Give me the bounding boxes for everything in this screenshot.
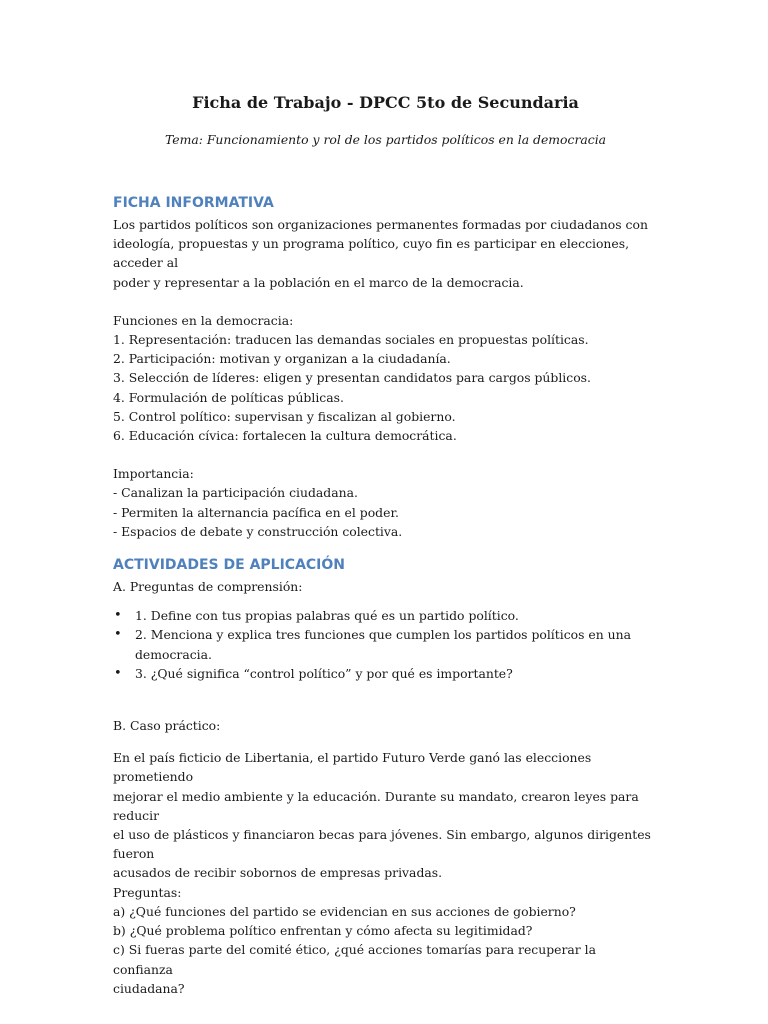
caso-pregunta: ciudadana? [113, 980, 185, 996]
importancia-item: - Permiten la alternancia pacífica en el poder. [113, 504, 399, 520]
spacer [113, 292, 658, 311]
bullet-icon: • [114, 608, 122, 624]
caso-line: el uso de plásticos y financiaron becas para jóvenes. Sin embargo, algunos dirigentes fueron [113, 827, 651, 862]
funciones-list [113, 311, 658, 445]
funcion-item: 4. Formulación de políticas públicas. [113, 389, 344, 405]
importancia-list [113, 464, 658, 541]
document-content [113, 90, 658, 998]
ficha-informativa-heading: FICHA INFORMATIVA [113, 195, 274, 211]
section-a-label: A. Preguntas de comprensión: [113, 579, 303, 595]
ficha-intro-paragraph [113, 215, 658, 292]
caso-line: mejorar el medio ambiente y la educación. Durante su mandato, crearon leyes para reducir [113, 788, 639, 823]
funciones-label: Funciones en la democracia: [113, 312, 294, 328]
caso-practico-paragraph [113, 748, 658, 998]
importancia-item: - Espacios de debate y construcción colectiva. [113, 523, 403, 539]
pregunta-item [113, 606, 658, 625]
importancia-item: - Canalizan la participación ciudadana. [113, 485, 358, 501]
pregunta-item [113, 664, 658, 683]
ficha-intro-line: ideología, propuestas y un programa político, cuyo fin es participar en elecciones, acceder al [113, 236, 630, 271]
funcion-item: 6. Educación cívica: fortalecen la cultura democrática. [113, 428, 457, 444]
caso-line: En el país ficticio de Libertania, el partido Futuro Verde ganó las elecciones prometiendo [113, 750, 592, 785]
preguntas-label: Preguntas: [113, 884, 182, 900]
caso-pregunta: a) ¿Qué funciones del partido se evidencian en sus acciones de gobierno? [113, 903, 576, 919]
preguntas-list [113, 606, 658, 683]
funcion-item: 3. Selección de líderes: eligen y presentan candidatos para cargos públicos. [113, 370, 591, 386]
ficha-intro-line: Los partidos políticos son organizaciones permanentes formadas por ciudadanos con [113, 217, 648, 232]
funcion-item: 5. Control político: supervisan y fiscalizan al gobierno. [113, 408, 456, 424]
section-b-label: B. Caso práctico: [113, 718, 221, 734]
pregunta-text: democracia. [135, 646, 212, 662]
pregunta-text: 2. Menciona y explica tres funciones que cumplen los partidos políticos en una [135, 627, 632, 643]
caso-line: acusados de recibir sobornos de empresas privadas. [113, 865, 443, 881]
document-subtitle: Tema: Funcionamiento y rol de los partidos políticos en la democracia [164, 132, 607, 147]
document-title: Ficha de Trabajo - DPCC 5to de Secundaria [192, 93, 579, 112]
pregunta-text: 3. ¿Qué significa “control político” y por qué es importante? [135, 665, 513, 681]
bullet-icon: • [114, 665, 122, 681]
spacer [113, 445, 658, 464]
caso-pregunta: b) ¿Qué problema político enfrentan y cómo afecta su legitimidad? [113, 923, 533, 939]
funcion-item: 1. Representación: traducen las demandas sociales en propuestas políticas. [113, 332, 589, 348]
pregunta-item [113, 625, 658, 663]
pregunta-text: 1. Define con tus propias palabras qué es un partido político. [135, 608, 519, 624]
caso-pregunta: c) Si fueras parte del comité ético, ¿qué acciones tomarías para recuperar la confianza [113, 942, 596, 977]
importancia-label: Importancia: [113, 466, 194, 482]
actividades-heading: ACTIVIDADES DE APLICACIÓN [113, 557, 346, 574]
ficha-intro-line: poder y representar a la población en el marco de la democracia. [113, 274, 524, 290]
bullet-icon: • [114, 627, 122, 643]
funcion-item: 2. Participación: motivan y organizan a la ciudadanía. [113, 351, 451, 367]
